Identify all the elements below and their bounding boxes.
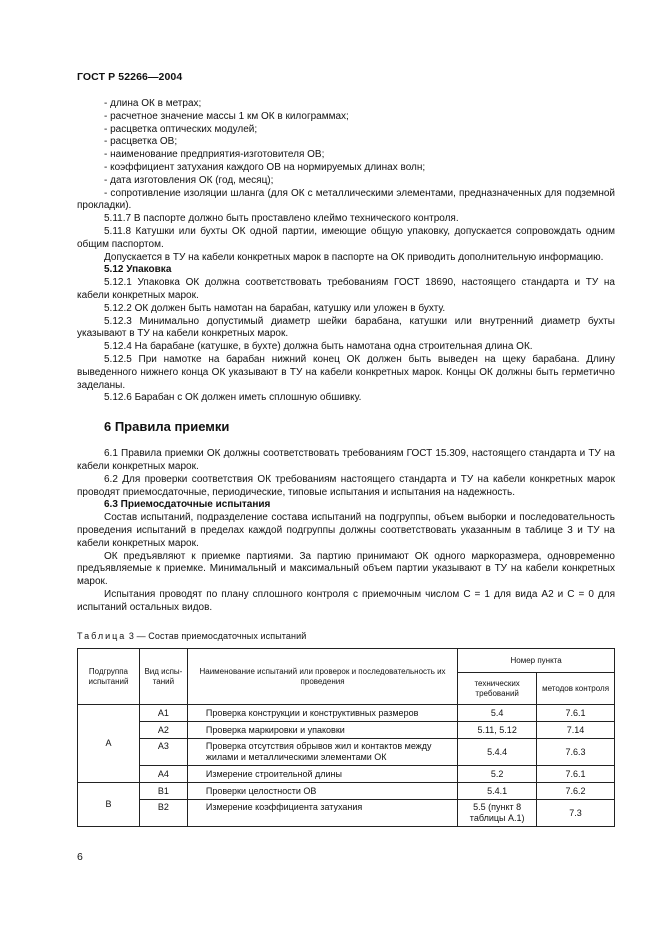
- table-row: [78, 705, 615, 722]
- acceptance-tests-table: [77, 648, 615, 827]
- page-number: 6: [77, 851, 83, 863]
- paragraph-6-3-b: ОК предъявляют к приемке партиями. За партию принимают ОК одного маркоразмера, одновременно предъявляемые к приемке. Минимальный и максимальный объем партии указывают в ТУ на кабели конкретных марок.: [77, 550, 615, 588]
- list-item: - длина ОК в метрах;: [104, 98, 202, 109]
- paragraph-5-11-7: 5.11.7 В паспорте должно быть проставлено клеймо технического контроля.: [104, 213, 459, 225]
- name-cell: Измерение коэффициента затухания: [187, 800, 457, 827]
- header-tech: технических требований: [458, 673, 537, 705]
- paragraph-5-12-2: 5.12.2 ОК должен быть намотан на барабан, катушку или уложен в бухту.: [104, 302, 446, 314]
- paragraph-allow: Допускается в ТУ на кабели конкретных марок в паспорте на ОК приводить дополнительную информацию.: [104, 251, 604, 263]
- header-methods: методов контроля: [537, 673, 615, 705]
- paragraph-5-12-4: 5.12.4 На барабане (катушке, в бухте) должна быть намотана одна строительная длина ОК.: [104, 341, 533, 353]
- tech-cell: 5.4.1: [458, 783, 537, 800]
- paragraph-5-12-3: 5.12.3 Минимально допустимый диаметр шейки барабана, катушки или внутренний диаметр бухты указывают в ТУ на кабели конкретных марок.: [77, 315, 615, 340]
- table-row: [78, 783, 615, 800]
- table-row: [78, 766, 615, 783]
- header-name: Наименование испытаний или проверок и последовательность их проведения: [187, 649, 457, 705]
- paragraph-5-12-1: 5.12.1 Упаковка ОК должна соответствовать требованиям ГОСТ 18690, настоящего стандарта и ТУ на кабели конкретных марок.: [77, 277, 615, 301]
- paragraph-6-3-a: Состав испытаний, подразделение состава испытаний на подгруппы, объем выборки и последовательность проведения испытаний в пределах каждой подгруппы должны соответствовать указанным в таблице 3 и ТУ на кабели конкретных марок.: [77, 512, 615, 549]
- table-caption: [77, 630, 615, 643]
- header-group: Подгруппа испытаний: [78, 649, 140, 705]
- name-cell: Проверка маркировки и упаковки: [187, 722, 457, 739]
- method-cell: 7.6.1: [537, 766, 615, 783]
- paragraph-5-12-6: 5.12.6 Барабан с ОК должен иметь сплошную обшивку.: [104, 392, 362, 404]
- table-row: [78, 800, 615, 827]
- tech-cell: 5.5 (пункт 8 таблицы А.1): [458, 800, 537, 827]
- method-cell: 7.6.1: [537, 705, 615, 722]
- group-cell: А: [78, 705, 140, 783]
- name-cell: Проверка конструкции и конструктивных размеров: [187, 705, 457, 722]
- list-item: - расцветка ОВ;: [104, 136, 178, 148]
- paragraph-5-11-8: 5.11.8 Катушки или бухты ОК одной партии, имеющие общую упаковку, допускается сопровождать одним общим паспортом.: [77, 225, 615, 250]
- type-cell: А2: [139, 722, 187, 739]
- group-cell: В: [78, 783, 140, 827]
- paragraph-6-2: 6.2 Для проверки соответствия ОК требованиям настоящего стандарта и ТУ на кабели конкретных марок проводят приемосдаточные, периодические, типовые испытания и испытания на надежность.: [77, 473, 615, 498]
- table-caption-word: Таблица: [77, 631, 127, 642]
- name-cell: Проверки целостности ОВ: [187, 783, 457, 800]
- type-cell: А1: [139, 705, 187, 722]
- paragraph-5-12-5: 5.12.5 При намотке на барабан нижний конец ОК должен быть выведен на щеку барабана. Длину выведенного нижнего конца ОК указывают в ТУ на кабели конкретных марок. Концы ОК должны быть герметично заделаны.: [77, 353, 615, 391]
- name-cell: Измерение строительной длины: [187, 766, 457, 783]
- type-cell: А3: [139, 739, 187, 766]
- paragraph-6-3-c: Испытания проводят по плану сплошного контроля с приемочным числом C = 1 для вида А2 и C = 0 для испытаний остальных видов.: [77, 588, 615, 613]
- document-header: ГОСТ Р 52266—2004: [77, 71, 183, 83]
- type-cell: В1: [139, 783, 187, 800]
- list-item: - коэффициент затухания каждого ОВ на нормируемых длинах волн;: [104, 161, 426, 173]
- page-body: [77, 98, 615, 827]
- list-item: - расчетное значение массы 1 км ОК в килограммах;: [104, 110, 349, 122]
- list-item: - расцветка оптических модулей;: [104, 123, 258, 135]
- header-type: Вид испы-таний: [139, 649, 187, 705]
- tech-cell: 5.4: [458, 705, 537, 722]
- tech-cell: 5.2: [458, 766, 537, 783]
- tech-cell: 5.4.4: [458, 739, 537, 766]
- type-cell: В2: [139, 800, 187, 827]
- heading-5-12: 5.12 Упаковка: [104, 264, 172, 276]
- table-caption-text: 3 — Состав приемосдаточных испытаний: [126, 631, 307, 642]
- header-number: Номер пункта: [458, 649, 615, 673]
- tech-cell: 5.11, 5.12: [458, 722, 537, 739]
- method-cell: 7.14: [537, 722, 615, 739]
- heading-6-3: 6.3 Приемосдаточные испытания: [104, 499, 271, 511]
- method-cell: 7.6.3: [537, 739, 615, 766]
- paragraph-6-1: 6.1 Правила приемки ОК должны соответствовать требованиям ГОСТ 15.309, настоящего стандарта и ТУ на кабели конкретных марок.: [77, 448, 615, 472]
- method-cell: 7.3: [537, 800, 615, 827]
- table-row: [78, 739, 615, 766]
- name-cell: Проверка отсутствия обрывов жил и контактов между жилами и металлическими элементами ОК: [187, 739, 457, 766]
- type-cell: А4: [139, 766, 187, 783]
- table-row: [78, 722, 615, 739]
- list-item: - наименование предприятия-изготовителя ОВ;: [104, 149, 325, 161]
- list-item: - дата изготовления ОК (год, месяц);: [104, 174, 274, 186]
- list-item-last: - сопротивление изоляции шланга (для ОК с металлическими элементами, предназначенных для подземной прокладки).: [77, 187, 615, 212]
- section-6-title: 6 Правила приемки: [104, 419, 230, 435]
- method-cell: 7.6.2: [537, 783, 615, 800]
